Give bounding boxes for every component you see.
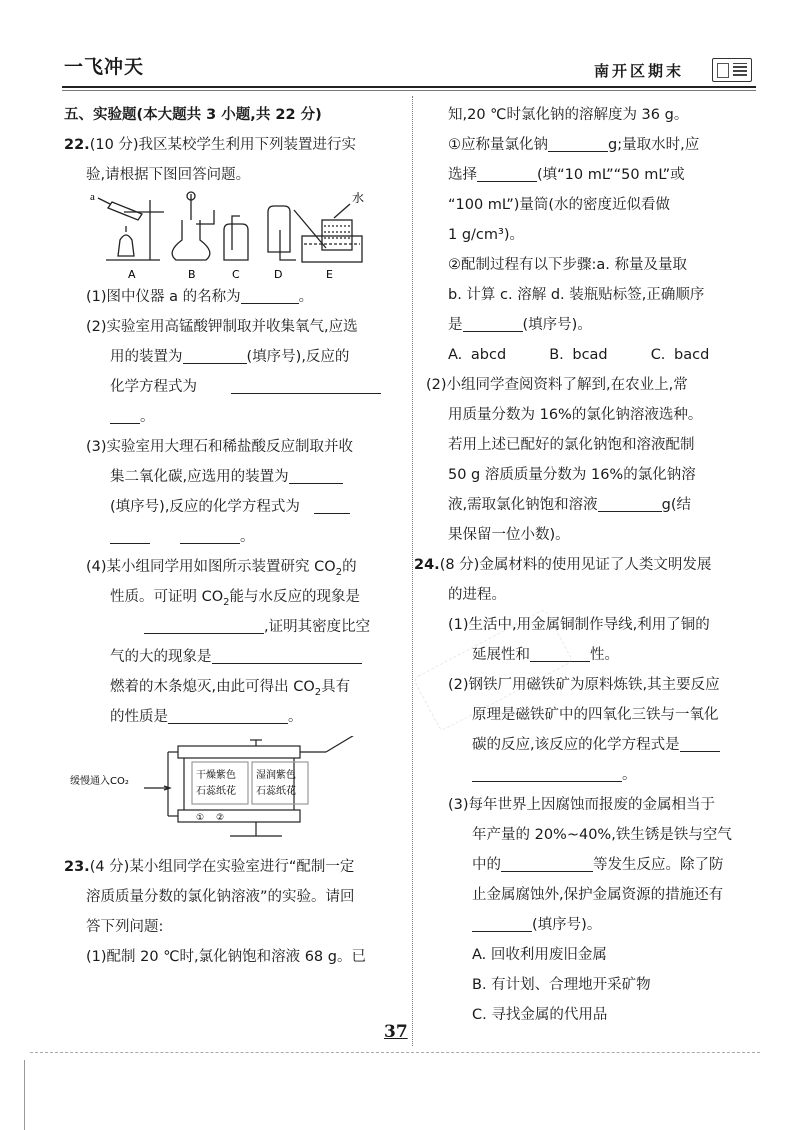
answer-blank[interactable]	[472, 914, 532, 932]
wet-paper-label-2: 石蕊纸花	[256, 786, 296, 797]
label-E: E	[326, 268, 333, 281]
question-24: 24.(8 分)金属材料的使用见证了人类文明发展 的进程。 (1)生活中,用金属铜制作导线,利用了铜的 延展性和 性。 (2)钢铁厂用磁铁矿为原料炼铁,其主要反应 原理是磁铁矿中的四氧化三铁与一氧化 碳的反应,该反应的化学方程式是 。 (3)每年世界上因腐蚀而报废的金属相当于 年产量的 20%~40%,铁生锈是铁与空气 中的 等发生反应。除了防 止金属腐蚀外,保护金属资源的措施还有 (填序号)。 A. 回收利用废旧金属 B. 有计划、合理地开采矿物 C. 寻找金属的代用品	[426, 550, 761, 1030]
subquestion-1: (1)生活中,用金属铜制作导线,利用了铜的	[448, 617, 710, 633]
apparatus-diagram	[64, 190, 364, 282]
label-B: B	[188, 268, 196, 281]
question-number: 23.	[64, 859, 90, 875]
answer-blank[interactable]	[180, 526, 240, 544]
co2-experiment-figure	[64, 736, 404, 846]
option: C. bacd	[650, 347, 710, 363]
subquestion-2: (2)实验室用高锰酸钾制取并收集氧气,应选	[86, 319, 358, 335]
subquestion-1: (1)图中仪器 a 的名称为 。	[64, 282, 404, 312]
header-divider	[62, 86, 756, 88]
inlet-label: 缓慢通入CO₂	[70, 776, 129, 787]
answer-blank[interactable]	[463, 314, 523, 332]
subquestion-2: (2)小组同学查阅资料了解到,在农业上,常	[426, 377, 688, 393]
answer-blank[interactable]	[183, 346, 247, 364]
subquestion-3: (3)实验室用大理石和稀盐酸反应制取并收	[86, 439, 354, 455]
answer-blank[interactable]	[168, 706, 288, 724]
column-divider	[412, 96, 413, 1046]
option: A. 回收利用废旧金属	[472, 947, 607, 963]
subquestion-1: (1)配制 20 ℃时,氯化钠饱和溶液 68 g。已	[86, 949, 366, 965]
question-text: (10 分)我区某校学生利用下列装置进行实	[89, 137, 357, 153]
dry-paper-label-2: 石蕊纸花	[196, 786, 236, 797]
label-C: C	[232, 268, 240, 281]
answer-blank[interactable]	[472, 764, 622, 782]
binding-line	[24, 1060, 25, 1130]
answer-blank[interactable]	[477, 164, 537, 182]
answer-blank[interactable]	[231, 376, 381, 394]
question-number: 22.	[64, 137, 90, 153]
answer-blank[interactable]	[548, 134, 608, 152]
option: A. abcd	[448, 347, 507, 363]
answer-blank[interactable]	[110, 406, 140, 424]
position-1-label: ①	[196, 813, 205, 823]
answer-blank[interactable]	[289, 466, 343, 484]
label-water: 水	[352, 191, 364, 205]
question-text: 验,请根据下图回答问题。	[86, 167, 251, 183]
apparatus-figure	[64, 190, 404, 282]
subquestion-2: (2)钢铁厂用磁铁矿为原料炼铁,其主要反应	[448, 677, 720, 693]
position-2-label: ②	[216, 813, 225, 823]
dry-paper-label: 干燥紫色	[196, 770, 236, 781]
answer-blank[interactable]	[598, 494, 662, 512]
exam-title: 南开区期末	[594, 62, 685, 80]
option: C. 寻找金属的代用品	[472, 1007, 608, 1023]
section-title: 五、实验题(本大题共 3 小题,共 22 分)	[64, 107, 322, 123]
label-A: A	[128, 268, 136, 281]
page-number: 37	[384, 1022, 408, 1042]
co2-apparatus-diagram	[64, 736, 364, 846]
footer-divider	[30, 1052, 760, 1053]
subquestion-3: (3)每年世界上因腐蚀而报废的金属相当于	[448, 797, 716, 813]
answer-blank[interactable]	[144, 616, 264, 634]
book-title: 一飞冲天	[64, 56, 145, 78]
wet-paper-label: 湿润紫色	[256, 770, 296, 781]
options-row	[426, 340, 761, 370]
answer-blank[interactable]	[501, 854, 593, 872]
right-column: 知,20 ℃时氯化钠的溶解度为 36 g。 ①应称量氯化钠 g;量取水时,应 选择 (填“10 mL”“50 mL”或 “100 mL”)量筒(水的密度近似看做 1 g/cm³)。 ②配制过程有以下步骤:a. 称量及量取 b. 计算 c. 溶解 d. 装瓶贴标签,正确顺序 是 (填序号)。 A. abcd B. bcad C. bacd (2)小组同学查阅资料了解到,在农业上,常 用质量分数为 16%的氯化钠溶液选种。 若用上述已配好的氯化钠饱和溶液配制 50 g 溶质质量分数为 16%的氯化钠溶 液,需取氯化钠饱和溶液 g(结 果保留一位小数)。 24.(8 分)金属材料的使用见证了人类文明发展 的进程。 (1)生活中,用金属铜制作导线,利用了铜的 延展性和 性。 (2)钢铁厂用磁铁矿为原料炼铁,其主要反应 原理是磁铁矿中的四氧化三铁与一氧化 碳的反应,该反应的化学方程式是 。 (3)每年世界上因腐蚀而报废的金属相当于 年产量的 20%~40%,铁生锈是铁与空气 中的 等发生反应。除了防 止金属腐蚀外,保护金属资源的措施还有 (填序号)。 A. 回收利用废旧金属 B. 有计划、合理地开采矿物 C. 寻找金属的代用品	[426, 100, 761, 1030]
label-a: a	[90, 191, 95, 203]
publisher-logo-icon	[712, 58, 752, 82]
label-D: D	[274, 268, 283, 281]
answer-blank[interactable]	[314, 496, 350, 514]
question-22: 22.(10 分)我区某校学生利用下列装置进行实 验,请根据下图回答问题。 a 水 A B C D E (1)图中仪器 a 的名称为 。 (2)实验室用高锰酸钾制取并收集氧气,应选 用的装置为 (填序号),反应的 化学方程式为 。 (3)实验室用大理石和稀盐酸反应制取并收 集二氧化碳,应选用的装置为 (填序号),反应的化学方程式为 。 (4)某小组同学用如图所示装置研究 $CO_2$的 性质。可证明 $CO_2$能与水反应的现象是 ,证明其密度比空 气的大的现象是 燃着的木条熄灭,由此可得出 $CO_2$具有 的性质是 。 缓慢通入CO₂ 干燥紫色 石蕊纸花 湿润紫色 石蕊纸花 ① ②	[64, 130, 404, 846]
left-column	[64, 100, 404, 972]
question-23: 23.(4 分)某小组同学在实验室进行“配制一定 溶质质量分数的氯化钠溶液”的实验。请回 答下列问题: (1)配制 20 ℃时,氯化钠饱和溶液 68 g。已	[64, 852, 404, 972]
subquestion-4: (4)某小组同学用如图所示装置研究 $CO_2$的	[86, 559, 357, 578]
answer-blank[interactable]	[212, 646, 362, 664]
option: B. 有计划、合理地开采矿物	[472, 977, 651, 993]
answer-blank[interactable]	[680, 734, 720, 752]
answer-blank[interactable]	[241, 286, 299, 304]
answer-blank[interactable]	[110, 526, 150, 544]
question-number: 24.	[414, 557, 440, 573]
option: B. bcad	[549, 347, 608, 363]
header-divider-thin	[62, 90, 756, 91]
